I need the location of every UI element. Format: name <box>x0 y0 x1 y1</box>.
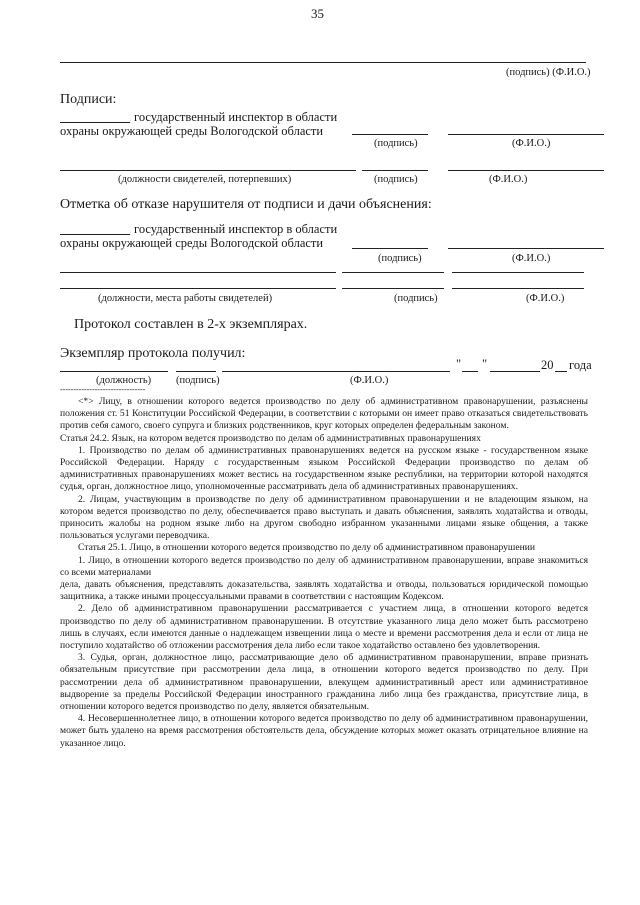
date-year-line <box>555 371 567 372</box>
inspector-fio-line <box>448 134 604 135</box>
received-sign-line <box>176 371 216 372</box>
inspector-sign-caption: (подпись) <box>374 138 418 149</box>
top-signature-line <box>60 62 586 63</box>
received-fio-line <box>222 371 450 372</box>
refusal-witness-line2c <box>452 288 584 289</box>
received-heading: Экземпляр протокола получил: <box>60 346 246 361</box>
article-24-p1: 1. Производство по делам об административных правонарушениях ведется на русском языке - государственном языке Российской Федерации. Наряду с государственным языком Российской Федерации производство по делам об административных правонарушениях может вестись на государственном языке республики, на территории которой находятся судья, орган, должностное лицо, уполномоченные рассматривать дела об административных правонарушениях. <box>60 444 588 493</box>
refusal-witness-line1b <box>342 272 444 273</box>
footnote-body <box>60 396 588 750</box>
received-fio-caption: (Ф.И.О.) <box>350 375 389 386</box>
received-sign-caption: (подпись) <box>176 375 220 386</box>
refusal-heading: Отметка об отказе нарушителя от подписи и дачи объяснения: <box>60 197 432 212</box>
inspector-blank <box>60 122 130 123</box>
received-position-line <box>60 371 168 372</box>
date-quote-close: " <box>482 357 488 371</box>
inspector-sign-line <box>352 134 428 135</box>
article-24-p2: 2. Лицам, участвующим в производстве по делу об административном правонарушении и не владеющим языком, на котором ведется производство по делу, обеспечивается право выступать и давать объяснения, заявлять ходатайства и отводы, приносить жалобы на родном языке либо на другом свободно избранном указанными лицами языке общения, а также пользоваться услугами переводчика. <box>60 493 588 542</box>
signatures-heading: Подписи: <box>60 92 117 107</box>
refusal-fio-line <box>448 248 604 249</box>
article-25-p1a: 1. Лицо, в отношении которого ведется производство по делу об административном правонарушении, вправе знакомиться со всеми материалами <box>60 554 588 578</box>
refusal-sign-caption: (подпись) <box>378 253 422 264</box>
refusal-witness-line1 <box>60 272 336 273</box>
refusal-sign-line <box>352 248 428 249</box>
article-25-title: Статья 25.1. Лицо, в отношении которого ведется производство по делу об административном правонарушении <box>78 542 535 554</box>
refusal-inspector-line2: охраны окружающей среды Вологодской области <box>60 236 324 250</box>
date-day-line <box>462 371 478 372</box>
copies-statement: Протокол составлен в 2-х экземплярах. <box>74 317 308 332</box>
article-25-p3: 3. Судья, орган, должностное лицо, рассматривающие дело об административном правонарушении, вправе признать обязательным присутствие при рассмотрении дела лица, в отношении которого ведется производство по делу. При рассмотрении дела об административном правонарушении, влекущем административный арест или административное выдворение за пределы Российской Федерации иностранного гражданина либо лица без гражданства, присутствие лица, в отношении которого ведется производство по делу, является обязательным. <box>60 652 588 713</box>
received-position-caption: (должность) <box>96 375 152 386</box>
article-25-p4: 4. Несовершеннолетнее лицо, в отношении которого ведется производство по делу об административном правонарушении, может быть удалено на время рассмотрения обстоятельств дела, обсуждение которых может оказать отрицательное влияние на указанное лицо. <box>60 713 588 749</box>
inspector-title-line2: охраны окружающей среды Вологодской области <box>60 124 324 138</box>
article-24-title: Статья 24.2. Язык, на котором ведется производство по делам об административных правонарушениях <box>60 432 481 444</box>
refusal-inspector-line1: государственный инспектор в области <box>134 222 338 236</box>
witness-sign-line <box>362 170 428 171</box>
witness-caption: (должности свидетелей, потерпевших) <box>118 174 292 185</box>
article-25-p1b: дела, давать объяснения, представлять доказательства, заявлять ходатайства и отводы, пользоваться юридической помощью защитника, а также иными процессуальными правами в соответствии с настоящим Кодексом. <box>60 579 588 603</box>
top-caption: (подпись) (Ф.И.О.) <box>506 67 591 78</box>
refusal-inspector-blank <box>60 234 130 235</box>
refusal-witness-caption: (должности, места работы свидетелей) <box>98 293 273 304</box>
footnote-rights: <*> Лицу, в отношении которого ведется производство по делу об административном правонарушении, разъяснены положения ст. 51 Конституции Российской Федерации, в соответствии с которыми он имеет право отказаться свидетельствовать против себя самого, своего супруга и близких родственников, круг которых определен федеральным законом. <box>60 396 588 432</box>
footnote-separator: -------------------------------- <box>60 385 146 394</box>
inspector-title-line1: государственный инспектор в области <box>134 110 338 124</box>
article-25-p2: 2. Дело об административном правонарушении рассматривается с участием лица, в отношении которого ведется производство по делу об административном правонарушении. В отсутствие указанного лица дело может быть рассмотрено лишь в случаях, если имеются данные о надлежащем извещении лица о месте и времени рассмотрения дела и если от лица не поступило ходатайство об отложении рассмотрения дела либо если такое ходатайство оставлено без удовлетворения. <box>60 603 588 652</box>
page-number: 35 <box>311 6 324 21</box>
date-suffix: года <box>569 358 592 372</box>
refusal-fio-caption: (Ф.И.О.) <box>512 253 551 264</box>
witness-sign-caption: (подпись) <box>374 174 418 185</box>
witness-fio-caption: (Ф.И.О.) <box>489 174 528 185</box>
refusal-witness-line1c <box>452 272 584 273</box>
date-month-line <box>490 371 540 372</box>
date-year: 20 <box>541 358 554 372</box>
inspector-fio-caption: (Ф.И.О.) <box>512 138 551 149</box>
refusal-witness-line2 <box>60 288 336 289</box>
witness-line <box>60 170 356 171</box>
date-quote-open: " <box>456 357 462 371</box>
refusal-witness-sign-caption: (подпись) <box>394 293 438 304</box>
refusal-witness-fio-caption: (Ф.И.О.) <box>526 293 565 304</box>
refusal-witness-line2b <box>342 288 444 289</box>
witness-fio-line <box>448 170 604 171</box>
